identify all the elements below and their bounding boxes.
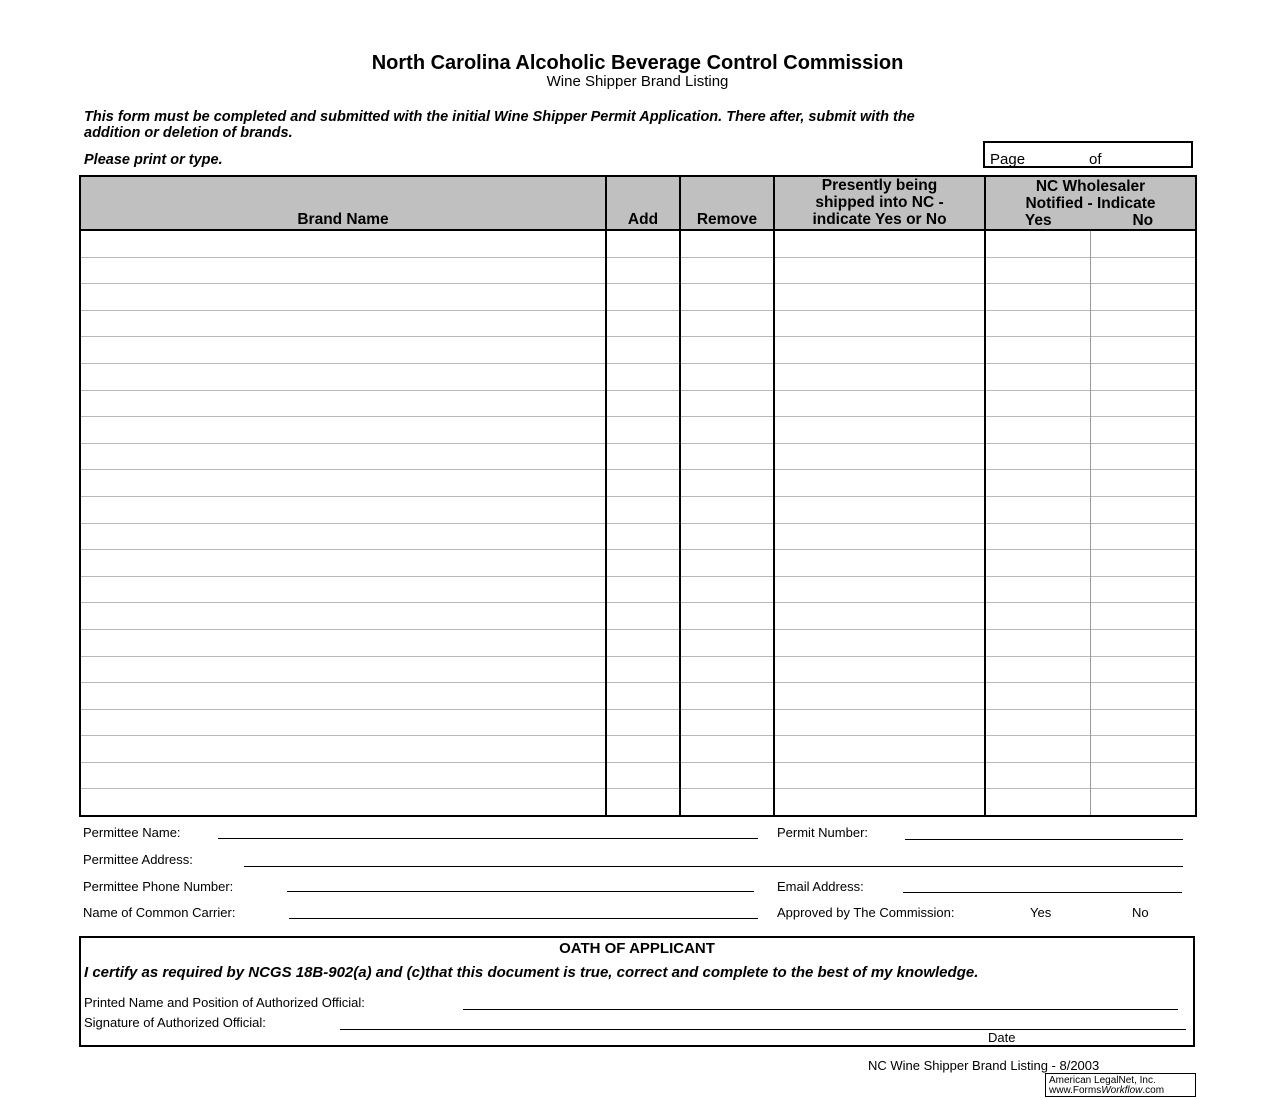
wholesaler-no-cell[interactable] (1090, 363, 1196, 390)
brand-name-cell[interactable] (80, 762, 606, 789)
permittee-name-field[interactable] (218, 838, 758, 839)
brand-name-cell[interactable] (80, 603, 606, 630)
common-carrier-field[interactable] (289, 918, 758, 919)
brand-name-cell[interactable] (80, 709, 606, 736)
presently-shipped-line-2: shipped into NC - (815, 194, 944, 211)
brand-listing-table (79, 175, 1197, 817)
add-cell[interactable] (606, 337, 680, 364)
brand-name-cell[interactable] (80, 629, 606, 656)
presently-shipped-cell[interactable] (774, 337, 985, 364)
badge-line-2: www.FormsWorkflow.com (1049, 1085, 1165, 1096)
remove-cell[interactable] (680, 603, 774, 630)
remove-cell[interactable] (680, 576, 774, 603)
add-cell[interactable] (606, 230, 680, 257)
brand-name-cell[interactable] (80, 337, 606, 364)
add-header: Add (606, 176, 680, 230)
wholesaler-yes-cell[interactable] (985, 257, 1090, 284)
table-row (80, 496, 1196, 523)
table-row (80, 683, 1196, 710)
table-header-row (80, 176, 1196, 230)
table-row (80, 230, 1196, 257)
brand-name-header: Brand Name (80, 176, 606, 230)
wholesaler-no-cell[interactable] (1090, 470, 1196, 497)
remove-cell[interactable] (680, 762, 774, 789)
remove-cell[interactable] (680, 523, 774, 550)
wholesaler-no-cell[interactable] (1090, 284, 1196, 311)
brand-name-cell[interactable] (80, 443, 606, 470)
presently-shipped-cell[interactable] (774, 789, 985, 816)
publisher-badge (1045, 1073, 1196, 1097)
brand-name-cell[interactable] (80, 576, 606, 603)
table-row (80, 337, 1196, 364)
wholesaler-no-cell[interactable] (1090, 417, 1196, 444)
wholesaler-no-cell[interactable] (1090, 310, 1196, 337)
add-cell[interactable] (606, 629, 680, 656)
wholesaler-yes-cell[interactable] (985, 603, 1090, 630)
email-label: Email Address: (777, 879, 864, 894)
add-cell[interactable] (606, 656, 680, 683)
brand-name-cell[interactable] (80, 523, 606, 550)
remove-cell[interactable] (680, 470, 774, 497)
table-row (80, 576, 1196, 603)
table-row (80, 789, 1196, 816)
permit-number-field[interactable] (905, 839, 1183, 840)
approved-label: Approved by The Commission: (777, 905, 955, 920)
wholesaler-no-cell[interactable] (1090, 496, 1196, 523)
remove-cell[interactable] (680, 789, 774, 816)
signature-field[interactable] (340, 1029, 1186, 1030)
remove-cell[interactable] (680, 683, 774, 710)
table-row (80, 550, 1196, 577)
remove-cell[interactable] (680, 443, 774, 470)
permittee-address-field[interactable] (244, 866, 1183, 867)
presently-shipped-cell[interactable] (774, 470, 985, 497)
wholesaler-yes-cell[interactable] (985, 629, 1090, 656)
wholesaler-yes-cell[interactable] (985, 762, 1090, 789)
table-row (80, 736, 1196, 763)
wholesaler-yes-cell[interactable] (985, 789, 1090, 816)
table-row (80, 257, 1196, 284)
instruction-line-1: This form must be completed and submitted with the initial Wine Shipper Permit Application. There after, submit with the (84, 109, 915, 125)
remove-cell[interactable] (680, 736, 774, 763)
add-cell[interactable] (606, 496, 680, 523)
brand-name-cell[interactable] (80, 310, 606, 337)
oath-box (79, 936, 1195, 1047)
badge-line-1: American LegalNet, Inc. (1049, 1075, 1156, 1086)
add-cell[interactable] (606, 576, 680, 603)
printed-name-label: Printed Name and Position of Authorized Official: (84, 995, 365, 1010)
add-cell[interactable] (606, 310, 680, 337)
brand-name-cell[interactable] (80, 736, 606, 763)
wholesaler-no-cell[interactable] (1090, 390, 1196, 417)
permittee-name-label: Permittee Name: (83, 825, 181, 840)
table-row (80, 310, 1196, 337)
table-row (80, 656, 1196, 683)
nc-wholesaler-line-2: Notified - Indicate (1025, 195, 1156, 212)
add-cell[interactable] (606, 762, 680, 789)
presently-shipped-cell[interactable] (774, 576, 985, 603)
remove-cell[interactable] (680, 257, 774, 284)
remove-cell[interactable] (680, 496, 774, 523)
brand-name-cell[interactable] (80, 257, 606, 284)
add-cell[interactable] (606, 709, 680, 736)
approved-yes[interactable]: Yes (1030, 905, 1052, 920)
wholesaler-yes-cell[interactable] (985, 470, 1090, 497)
remove-cell[interactable] (680, 230, 774, 257)
oath-certification: I certify as required by NCGS 18B-902(a) and (c)that this document is true, correct and complete to the best of my knowledge. (84, 964, 979, 981)
presently-shipped-cell[interactable] (774, 363, 985, 390)
table-row (80, 470, 1196, 497)
remove-cell[interactable] (680, 310, 774, 337)
instruction-line-2: addition or deletion of brands. (84, 125, 293, 141)
wholesaler-no-cell[interactable] (1090, 576, 1196, 603)
wholesaler-no-cell[interactable] (1090, 762, 1196, 789)
presently-shipped-cell[interactable] (774, 310, 985, 337)
wholesaler-yes-cell[interactable] (985, 496, 1090, 523)
remove-cell[interactable] (680, 656, 774, 683)
wholesaler-yes-cell[interactable] (985, 656, 1090, 683)
permittee-phone-label: Permittee Phone Number: (83, 879, 234, 894)
brand-name-cell[interactable] (80, 284, 606, 311)
brand-name-cell[interactable] (80, 470, 606, 497)
wholesaler-no-cell[interactable] (1090, 709, 1196, 736)
wholesaler-no-cell[interactable] (1090, 443, 1196, 470)
presently-shipped-cell[interactable] (774, 709, 985, 736)
wholesaler-no-cell[interactable] (1090, 603, 1196, 630)
add-cell[interactable] (606, 417, 680, 444)
wholesaler-no-cell[interactable] (1090, 736, 1196, 763)
table-row (80, 443, 1196, 470)
brand-name-cell[interactable] (80, 496, 606, 523)
printed-name-field[interactable] (463, 1009, 1178, 1010)
wholesaler-yes-cell[interactable] (985, 363, 1090, 390)
wholesaler-yes-cell[interactable] (985, 523, 1090, 550)
nc-wholesaler-line-1: NC Wholesaler (1035, 178, 1146, 195)
table-row (80, 523, 1196, 550)
common-carrier-label: Name of Common Carrier: (83, 905, 236, 920)
wholesaler-yes-cell[interactable] (985, 683, 1090, 710)
remove-cell[interactable] (680, 390, 774, 417)
wholesaler-no-cell[interactable] (1090, 230, 1196, 257)
remove-cell[interactable] (680, 550, 774, 577)
brand-name-cell[interactable] (80, 656, 606, 683)
wholesaler-yes-cell[interactable] (985, 417, 1090, 444)
add-cell[interactable] (606, 443, 680, 470)
table-row (80, 417, 1196, 444)
presently-shipped-cell[interactable] (774, 496, 985, 523)
wholesaler-no-cell[interactable] (1090, 683, 1196, 710)
approved-no[interactable]: No (1132, 905, 1149, 920)
add-cell[interactable] (606, 683, 680, 710)
presently-shipped-cell[interactable] (774, 762, 985, 789)
no-subheader: No (1132, 212, 1154, 229)
add-cell[interactable] (606, 523, 680, 550)
table-row (80, 363, 1196, 390)
add-cell[interactable] (606, 284, 680, 311)
presently-shipped-header (774, 176, 985, 230)
wholesaler-no-cell[interactable] (1090, 629, 1196, 656)
add-cell[interactable] (606, 550, 680, 577)
presently-shipped-cell[interactable] (774, 230, 985, 257)
presently-shipped-cell[interactable] (774, 417, 985, 444)
add-cell[interactable] (606, 789, 680, 816)
add-cell[interactable] (606, 390, 680, 417)
presently-shipped-cell[interactable] (774, 736, 985, 763)
wholesaler-no-cell[interactable] (1090, 550, 1196, 577)
table-row (80, 709, 1196, 736)
oath-heading: OATH OF APPLICANT (559, 940, 715, 957)
table-row (80, 284, 1196, 311)
permittee-address-label: Permittee Address: (83, 852, 193, 867)
table-row (80, 390, 1196, 417)
remove-cell[interactable] (680, 363, 774, 390)
presently-shipped-cell[interactable] (774, 603, 985, 630)
wholesaler-no-cell[interactable] (1090, 523, 1196, 550)
date-label: Date (988, 1030, 1016, 1045)
wholesaler-yes-cell[interactable] (985, 709, 1090, 736)
wholesaler-yes-cell[interactable] (985, 443, 1090, 470)
add-cell[interactable] (606, 736, 680, 763)
brand-name-cell[interactable] (80, 363, 606, 390)
wholesaler-yes-cell[interactable] (985, 736, 1090, 763)
presently-shipped-cell[interactable] (774, 390, 985, 417)
brand-name-cell[interactable] (80, 550, 606, 577)
add-cell[interactable] (606, 470, 680, 497)
wholesaler-yes-cell[interactable] (985, 337, 1090, 364)
wholesaler-yes-cell[interactable] (985, 310, 1090, 337)
add-cell[interactable] (606, 363, 680, 390)
email-field[interactable] (903, 892, 1182, 893)
page-label: Page (990, 151, 1026, 168)
remove-cell[interactable] (680, 709, 774, 736)
table-row (80, 629, 1196, 656)
form-title: North Carolina Alcoholic Beverage Control Commission (371, 52, 904, 74)
form-identifier: NC Wine Shipper Brand Listing - 8/2003 (868, 1058, 1100, 1073)
brand-name-cell[interactable] (80, 417, 606, 444)
presently-shipped-cell[interactable] (774, 683, 985, 710)
presently-shipped-cell[interactable] (774, 629, 985, 656)
permit-number-label: Permit Number: (777, 825, 869, 840)
remove-cell[interactable] (680, 284, 774, 311)
presently-shipped-line-3: indicate Yes or No (812, 211, 947, 228)
signature-label: Signature of Authorized Official: (84, 1015, 266, 1030)
table-row (80, 762, 1196, 789)
instructions (84, 109, 1184, 141)
remove-cell[interactable] (680, 337, 774, 364)
remove-cell[interactable] (680, 629, 774, 656)
wholesaler-yes-cell[interactable] (985, 390, 1090, 417)
remove-cell[interactable] (680, 417, 774, 444)
remove-header: Remove (680, 176, 774, 230)
brand-name-cell[interactable] (80, 390, 606, 417)
presently-shipped-cell[interactable] (774, 443, 985, 470)
presently-shipped-cell[interactable] (774, 656, 985, 683)
presently-shipped-cell[interactable] (774, 257, 985, 284)
wholesaler-yes-cell[interactable] (985, 576, 1090, 603)
presently-shipped-cell[interactable] (774, 523, 985, 550)
form-subtitle: Wine Shipper Brand Listing (546, 73, 729, 90)
nc-wholesaler-header (985, 176, 1196, 230)
wholesaler-no-cell[interactable] (1090, 257, 1196, 284)
wholesaler-yes-cell[interactable] (985, 550, 1090, 577)
presently-shipped-line-1: Presently being (821, 177, 938, 194)
wholesaler-no-cell[interactable] (1090, 789, 1196, 816)
presently-shipped-cell[interactable] (774, 550, 985, 577)
add-cell[interactable] (606, 257, 680, 284)
add-cell[interactable] (606, 603, 680, 630)
print-or-type-note: Please print or type. (84, 152, 223, 168)
wholesaler-yes-cell[interactable] (985, 284, 1090, 311)
brand-name-cell[interactable] (80, 683, 606, 710)
presently-shipped-cell[interactable] (774, 284, 985, 311)
brand-name-cell[interactable] (80, 789, 606, 816)
wholesaler-yes-cell[interactable] (985, 230, 1090, 257)
table-row (80, 603, 1196, 630)
permittee-phone-field[interactable] (287, 891, 754, 892)
brand-name-cell[interactable] (80, 230, 606, 257)
of-label: of (1089, 151, 1102, 168)
wholesaler-no-cell[interactable] (1090, 337, 1196, 364)
page-number-box[interactable] (983, 141, 1193, 168)
yes-subheader: Yes (1024, 212, 1052, 229)
wholesaler-no-cell[interactable] (1090, 656, 1196, 683)
